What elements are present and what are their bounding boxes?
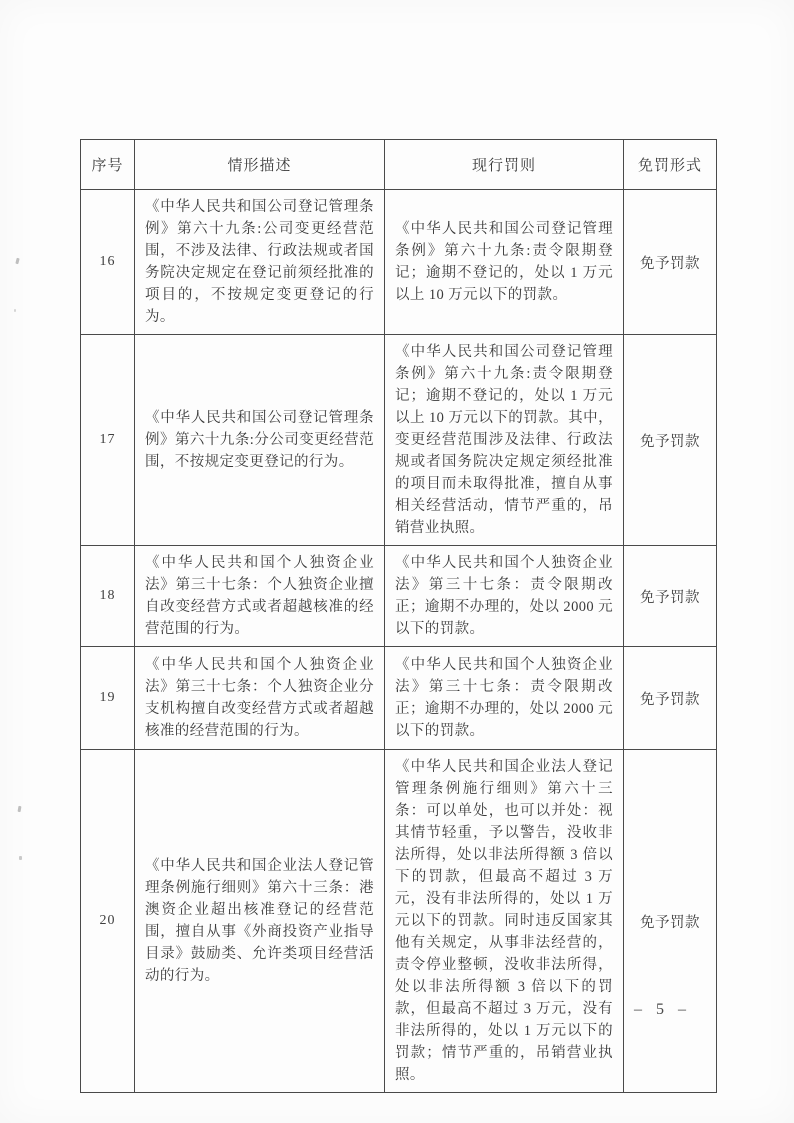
current-penalty: 《中华人民共和国个人独资企业法》第三十七条：责令限期改正；逾期不办理的，处以 2000 元以下的罚款。 [385, 647, 624, 750]
exemption-form: 免予罚款 [624, 190, 717, 335]
row-number: 17 [81, 335, 135, 546]
scan-speck [14, 309, 16, 312]
col-header-current-penalty: 现行罚则 [385, 140, 624, 190]
situation-description: 《中华人民共和国个人独资企业法》第三十七条：个人独资企业擅自改变经营方式或者超越核准的经营范围的行为。 [135, 546, 385, 647]
current-penalty: 《中华人民共和国公司登记管理条例》第六十九条:责令限期登记；逾期不登记的，处以 1 万元以上 10 万元以下的罚款。 [385, 190, 624, 335]
header-row [81, 140, 717, 190]
col-header-situation-description: 情形描述 [135, 140, 385, 190]
row-number: 18 [81, 546, 135, 647]
situation-description: 《中华人民共和国企业法人登记管理条例施行细则》第六十三条：港澳资企业超出核准登记的经营范围，擅自从事《外商投资产业指导目录》鼓励类、允许类项目经营活动的行为。 [135, 750, 385, 1093]
exemption-form: 免予罚款 [624, 647, 717, 750]
col-header-serial-number: 序号 [81, 140, 135, 190]
table-row-16 [81, 190, 717, 335]
page-number: – 5 – [634, 1001, 691, 1018]
situation-description: 《中华人民共和国公司登记管理条例》第六十九条:分公司变更经营范围，不按规定变更登记的行为。 [135, 335, 385, 546]
current-penalty: 《中华人民共和国公司登记管理条例》第六十九条:责令限期登记；逾期不登记的，处以 1 万元以上 10 万元以下的罚款。其中，变更经营范围涉及法律、行政法规或者国务院决定规定须经批准的项目而未取得批准，擅自从事相关经营活动，情节严重的，吊销营业执照。 [385, 335, 624, 546]
scan-speck [15, 258, 19, 265]
table-row-17 [81, 335, 717, 546]
table-row-19 [81, 647, 717, 750]
row-number: 19 [81, 647, 135, 750]
current-penalty: 《中华人民共和国个人独资企业法》第三十七条：责令限期改正；逾期不办理的，处以 2000 元以下的罚款。 [385, 546, 624, 647]
exemption-form: 免予罚款 [624, 750, 717, 1093]
scan-speck [18, 806, 22, 812]
exemption-form: 免予罚款 [624, 546, 717, 647]
penalty-exemption-table [80, 139, 717, 1093]
table-row-20 [81, 750, 717, 1093]
row-number: 16 [81, 190, 135, 335]
table-row-18 [81, 546, 717, 647]
current-penalty: 《中华人民共和国企业法人登记管理条例施行细则》第六十三条：可以单处，也可以并处：视其情节轻重，予以警告，没收非法所得，处以非法所得额 3 倍以下的罚款，但最高不超过 3 万元，没有非法所得的，处以 1 万元以下的罚款。同时违反国家其他有关规定，从事非法经营的，责令停业整顿，没收非法所得，处以非法所得额 3 倍以下的罚款，但最高不超过 3 万元，没有非法所得的，处以 1 万元以下的罚款；情节严重的，吊销营业执照。 [385, 750, 624, 1093]
scan-speck [19, 856, 22, 860]
col-header-exemption-form: 免罚形式 [624, 140, 717, 190]
exemption-form: 免予罚款 [624, 335, 717, 546]
situation-description: 《中华人民共和国个人独资企业法》第三十七条：个人独资企业分支机构擅自改变经营方式或者超越核准的经营范围的行为。 [135, 647, 385, 750]
situation-description: 《中华人民共和国公司登记管理条例》第六十九条:公司变更经营范围，不涉及法律、行政法规或者国务院决定规定在登记前须经批准的项目的，不按规定变更登记的行为。 [135, 190, 385, 335]
row-number: 20 [81, 750, 135, 1093]
